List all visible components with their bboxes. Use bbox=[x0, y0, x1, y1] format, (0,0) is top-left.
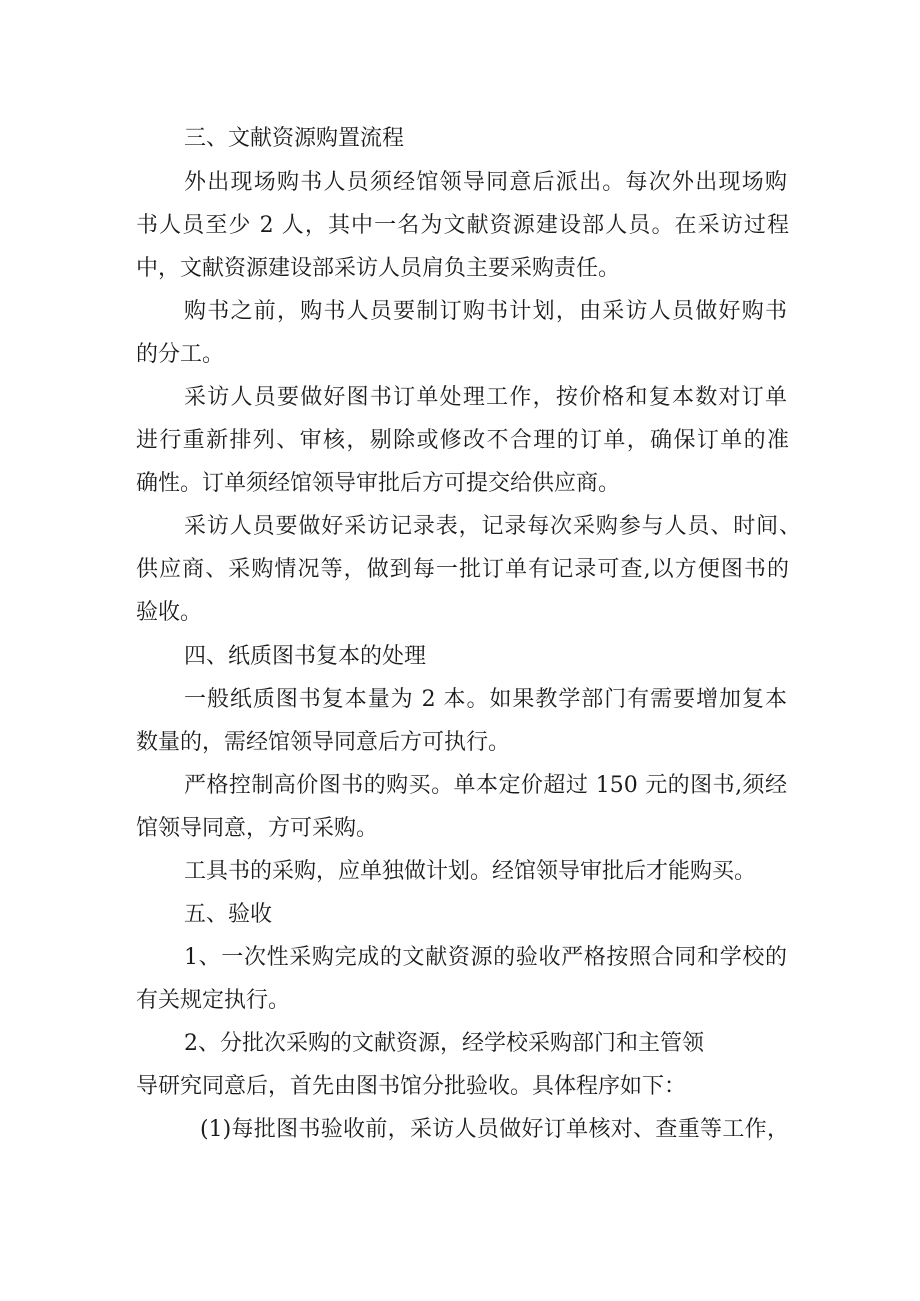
paragraph-line: 严格控制高价图书的购买。单本定价超过 150 元的图书,须经 bbox=[184, 773, 787, 798]
paragraph-line: 确性。订单须经馆领导审批后方可提交给供应商。 bbox=[136, 471, 621, 496]
paragraph-line: 书人员至少 2 人，其中一名为文献资源建设部人员。在采访过程 bbox=[136, 213, 789, 238]
paragraph-line: 外出现场购书人员须经馆领导同意后派出。每次外出现场购 bbox=[184, 170, 787, 195]
paragraph-line: 导研究同意后，首先由图书馆分批验收。具体程序如下： bbox=[136, 1074, 687, 1099]
paragraph-line: 供应商、采购情况等，做到每一批订单有记录可查,以方便图书的 bbox=[136, 557, 789, 582]
paragraph-line: 1、一次性采购完成的文献资源的验收严格按照合同和学校的 bbox=[184, 945, 787, 970]
paragraph-line: 进行重新排列、审核，剔除或修改不合理的订单，确保订单的准 bbox=[136, 428, 789, 453]
paragraph-line: 购书之前，购书人员要制订购书计划，由采访人员做好购书 bbox=[184, 299, 787, 324]
paragraph-line: 的分工。 bbox=[136, 342, 225, 367]
paragraph-line: 数量的，需经馆领导同意后方可执行。 bbox=[136, 730, 511, 755]
paragraph-line: 中，文献资源建设部采访人员肩负主要采购责任。 bbox=[136, 256, 621, 281]
paragraph-line: 馆领导同意，方可采购。 bbox=[136, 816, 379, 841]
paragraph-line: 验收。 bbox=[136, 600, 203, 625]
section-heading-3: 三、文献资源购置流程 bbox=[184, 126, 405, 151]
paragraph-line: 一般纸质图书复本量为 2 本。如果教学部门有需要增加复本 bbox=[184, 687, 787, 712]
paragraph-line: 工具书的采购，应单独做计划。经馆领导审批后才能购买。 bbox=[184, 859, 757, 884]
paragraph-line: (1)每批图书验收前，采访人员做好订单核对、查重等工作， bbox=[200, 1117, 789, 1142]
paragraph-line: 有关规定执行。 bbox=[136, 988, 291, 1013]
section-heading-4: 四、纸质图书复本的处理 bbox=[184, 644, 427, 669]
paragraph-line: 采访人员要做好采访记录表，记录每次采购参与人员、时间、 bbox=[184, 514, 801, 539]
section-heading-5: 五、验收 bbox=[184, 902, 273, 927]
paragraph-line: 2、分批次采购的文献资源，经学校采购部门和主管领 bbox=[184, 1031, 704, 1056]
paragraph-line: 采访人员要做好图书订单处理工作，按价格和复本数对订单 bbox=[184, 385, 787, 410]
